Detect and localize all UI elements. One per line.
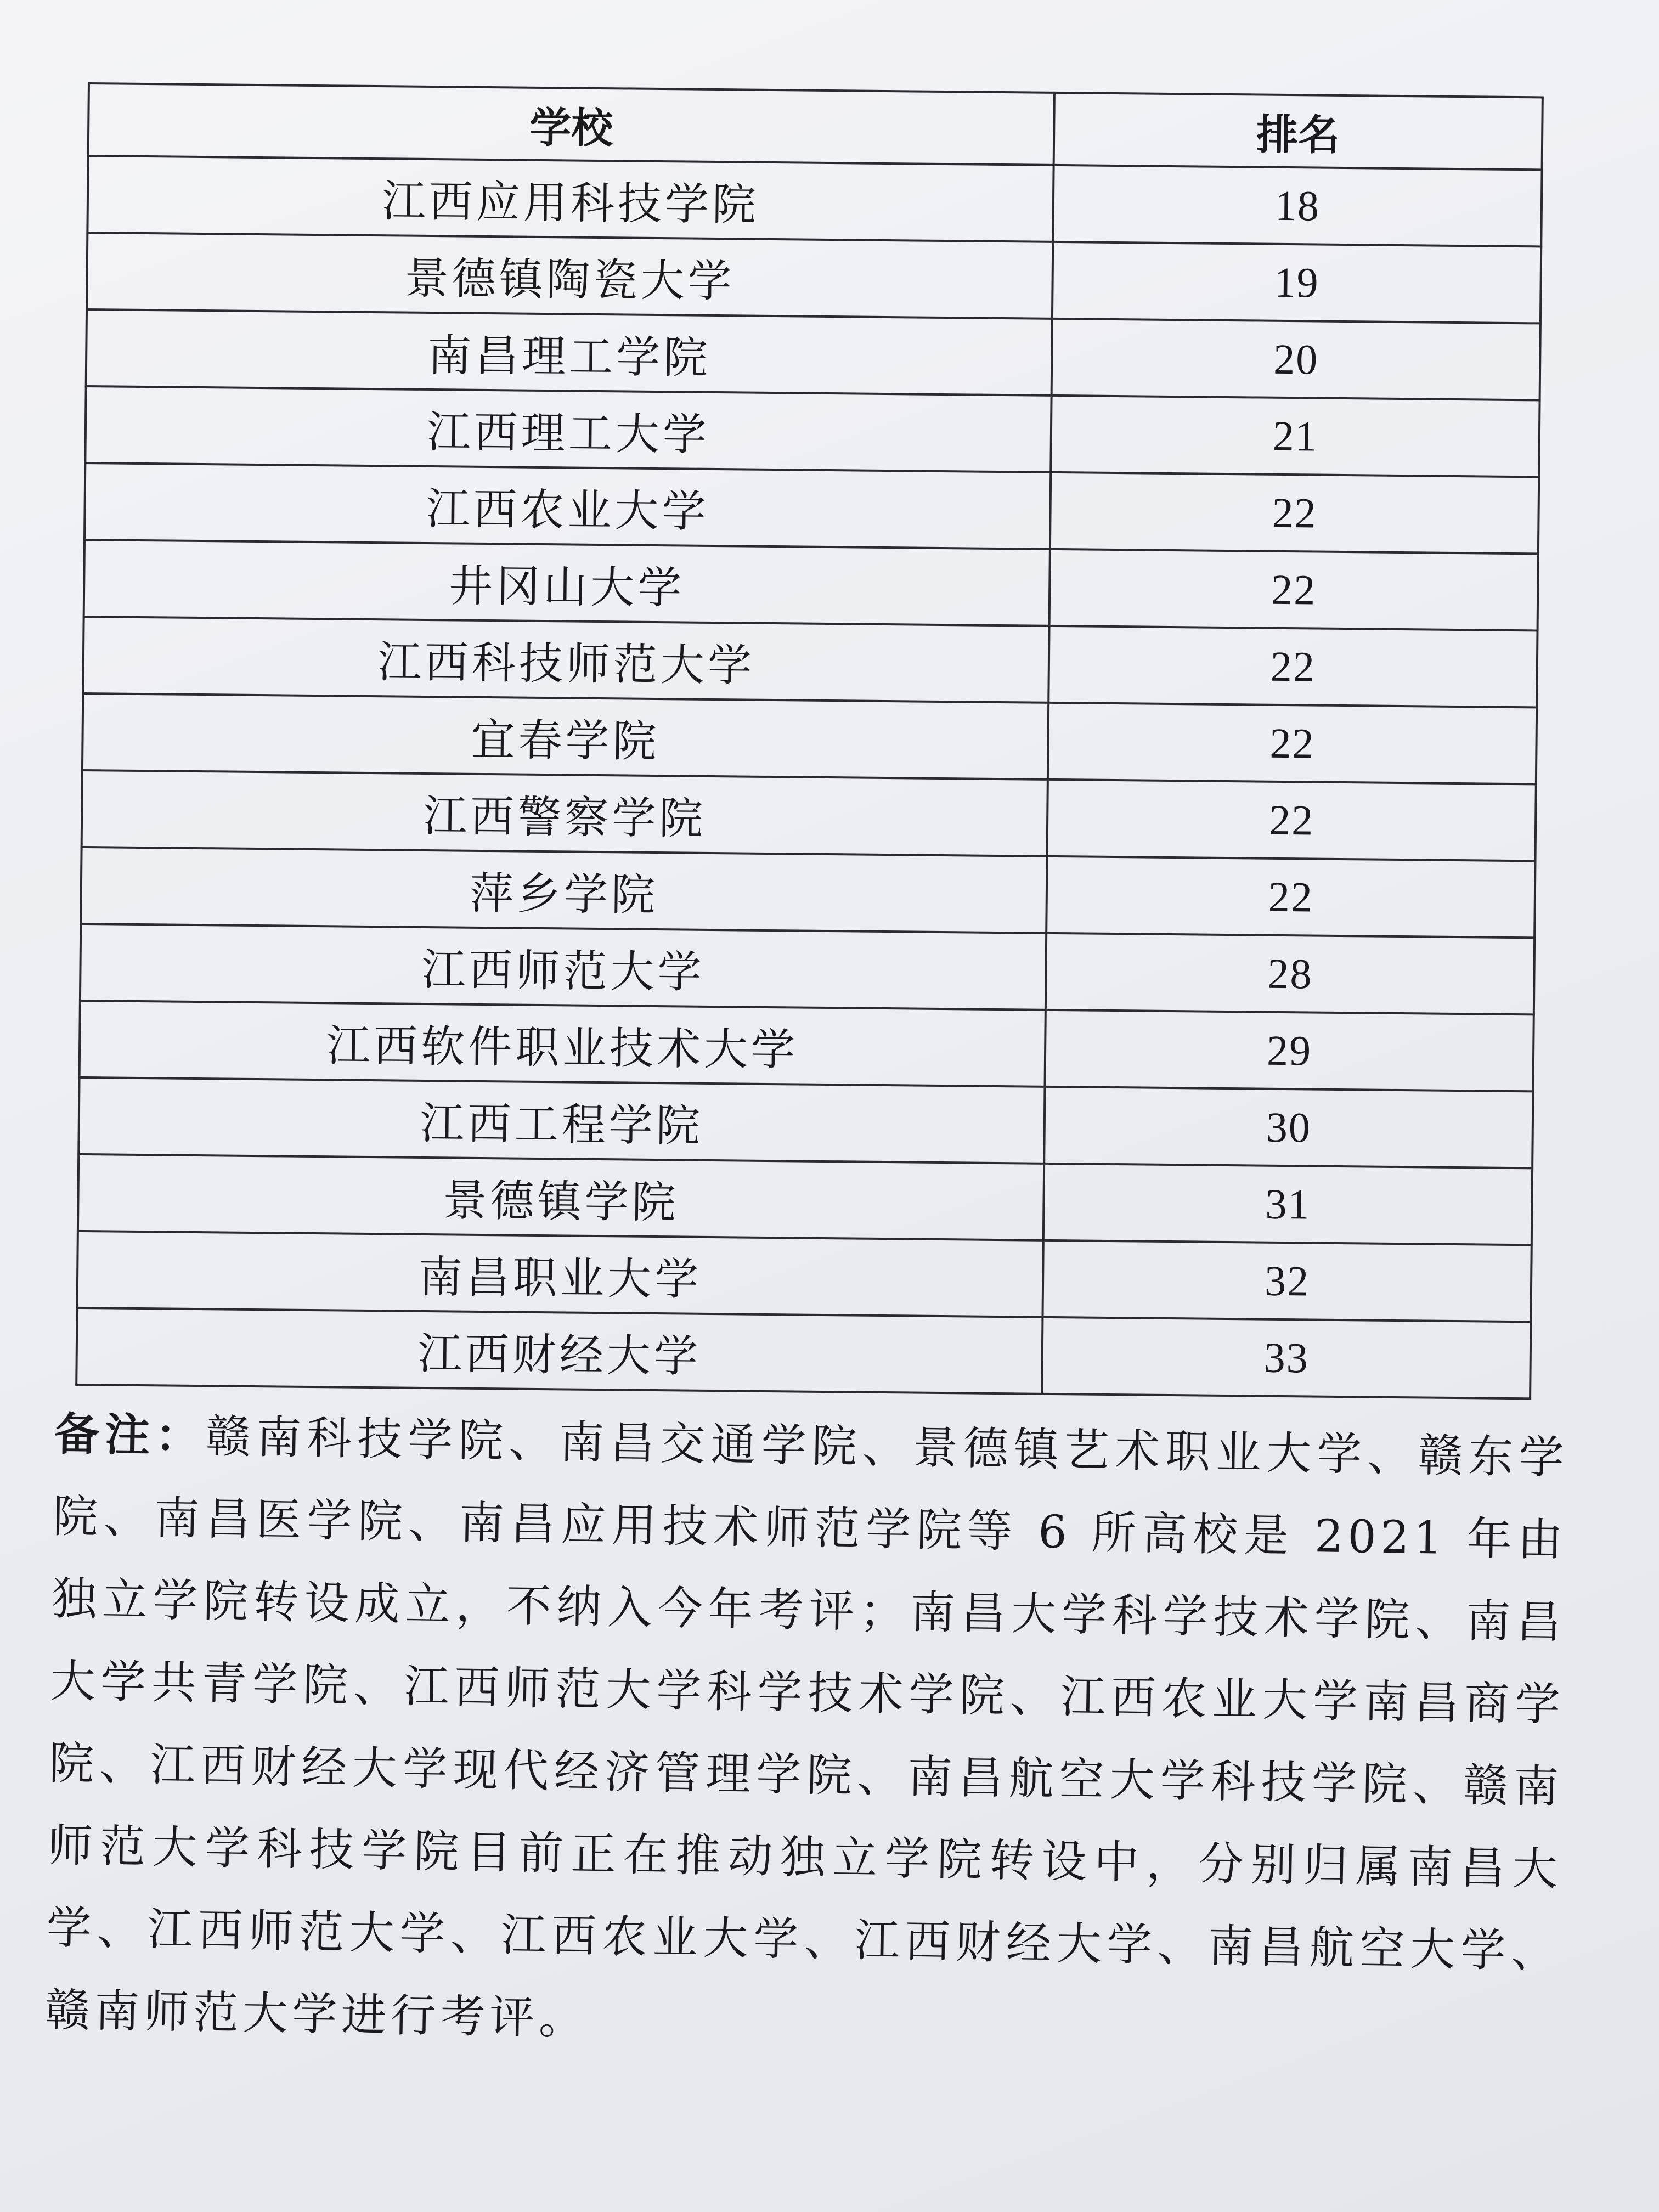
school-name-cell: 江西农业大学 bbox=[84, 463, 1051, 549]
school-name-cell: 井冈山大学 bbox=[84, 540, 1050, 626]
table-row bbox=[82, 770, 1536, 861]
rank-cell: 22 bbox=[1050, 472, 1539, 554]
table-row bbox=[76, 1308, 1531, 1398]
rank-cell: 31 bbox=[1043, 1164, 1532, 1245]
table-row bbox=[78, 1154, 1532, 1245]
table-row bbox=[83, 617, 1537, 707]
rank-cell: 18 bbox=[1053, 165, 1542, 247]
table-row bbox=[80, 1001, 1534, 1091]
school-name-cell: 江西工程学院 bbox=[78, 1077, 1045, 1164]
rank-cell: 22 bbox=[1046, 856, 1535, 938]
school-name-cell: 宜春学院 bbox=[82, 693, 1048, 780]
school-column-header: 学校 bbox=[88, 83, 1054, 165]
school-name-cell: 景德镇陶瓷大学 bbox=[87, 233, 1053, 319]
rank-cell: 22 bbox=[1049, 549, 1538, 631]
table-row bbox=[85, 386, 1539, 477]
school-name-cell: 江西理工大学 bbox=[85, 386, 1051, 472]
rank-cell: 21 bbox=[1051, 396, 1539, 477]
school-name-cell: 江西应用科技学院 bbox=[87, 156, 1053, 242]
rank-cell: 33 bbox=[1042, 1317, 1531, 1399]
school-name-cell: 南昌理工学院 bbox=[86, 309, 1052, 396]
note-text: 赣南科技学院、南昌交通学院、景德镇艺术职业大学、赣东学院、南昌医学院、南昌应用技术师范学院等 6 所高校是 2021 年由独立学院转设成立，不纳入今年考评；南昌大学科学技术学院、南昌大学共青学院、江西师范大学科学技术学院、江西农业大学南昌商学院、江西财经大学现代经济管理学院、南昌航空大学科技学院、赣南师范大学科技学院目前正在推动独立学院转设中，分别归属南昌大学、江西师范大学、江西农业大学、江西财经大学、南昌航空大学、赣南师范大学进行考评。 bbox=[44, 1410, 1569, 2045]
ranking-table bbox=[75, 82, 1544, 1400]
table-header-row bbox=[88, 83, 1543, 170]
rank-cell: 29 bbox=[1045, 1010, 1534, 1092]
rank-cell: 19 bbox=[1052, 242, 1541, 324]
rank-cell: 30 bbox=[1044, 1087, 1533, 1169]
rank-cell: 22 bbox=[1048, 703, 1537, 785]
note-paragraph bbox=[44, 1393, 1569, 2075]
table-row bbox=[81, 847, 1535, 938]
table-row bbox=[77, 1231, 1532, 1322]
table-row bbox=[80, 924, 1534, 1014]
table-row bbox=[82, 693, 1537, 784]
rank-cell: 22 bbox=[1047, 780, 1536, 861]
rank-cell: 22 bbox=[1048, 626, 1537, 708]
table-body bbox=[76, 156, 1542, 1398]
table-row bbox=[86, 309, 1541, 400]
school-name-cell: 萍乡学院 bbox=[81, 847, 1047, 933]
school-name-cell: 江西师范大学 bbox=[80, 924, 1046, 1010]
school-name-cell: 江西警察学院 bbox=[82, 770, 1048, 856]
table-row bbox=[87, 233, 1541, 323]
rank-column-header: 排名 bbox=[1054, 93, 1543, 170]
school-name-cell: 江西软件职业技术大学 bbox=[80, 1001, 1046, 1087]
rank-cell: 20 bbox=[1052, 319, 1541, 400]
school-name-cell: 景德镇学院 bbox=[78, 1154, 1044, 1240]
table-row bbox=[87, 156, 1542, 246]
note-label: 备注： bbox=[54, 1408, 206, 1463]
school-name-cell: 江西财经大学 bbox=[76, 1308, 1042, 1394]
table-row bbox=[84, 463, 1539, 554]
table-row bbox=[84, 540, 1538, 630]
school-name-cell: 南昌职业大学 bbox=[77, 1231, 1043, 1317]
table-row bbox=[78, 1077, 1533, 1168]
rank-cell: 28 bbox=[1046, 933, 1534, 1015]
school-name-cell: 江西科技师范大学 bbox=[83, 617, 1049, 703]
rank-cell: 32 bbox=[1042, 1240, 1531, 1322]
